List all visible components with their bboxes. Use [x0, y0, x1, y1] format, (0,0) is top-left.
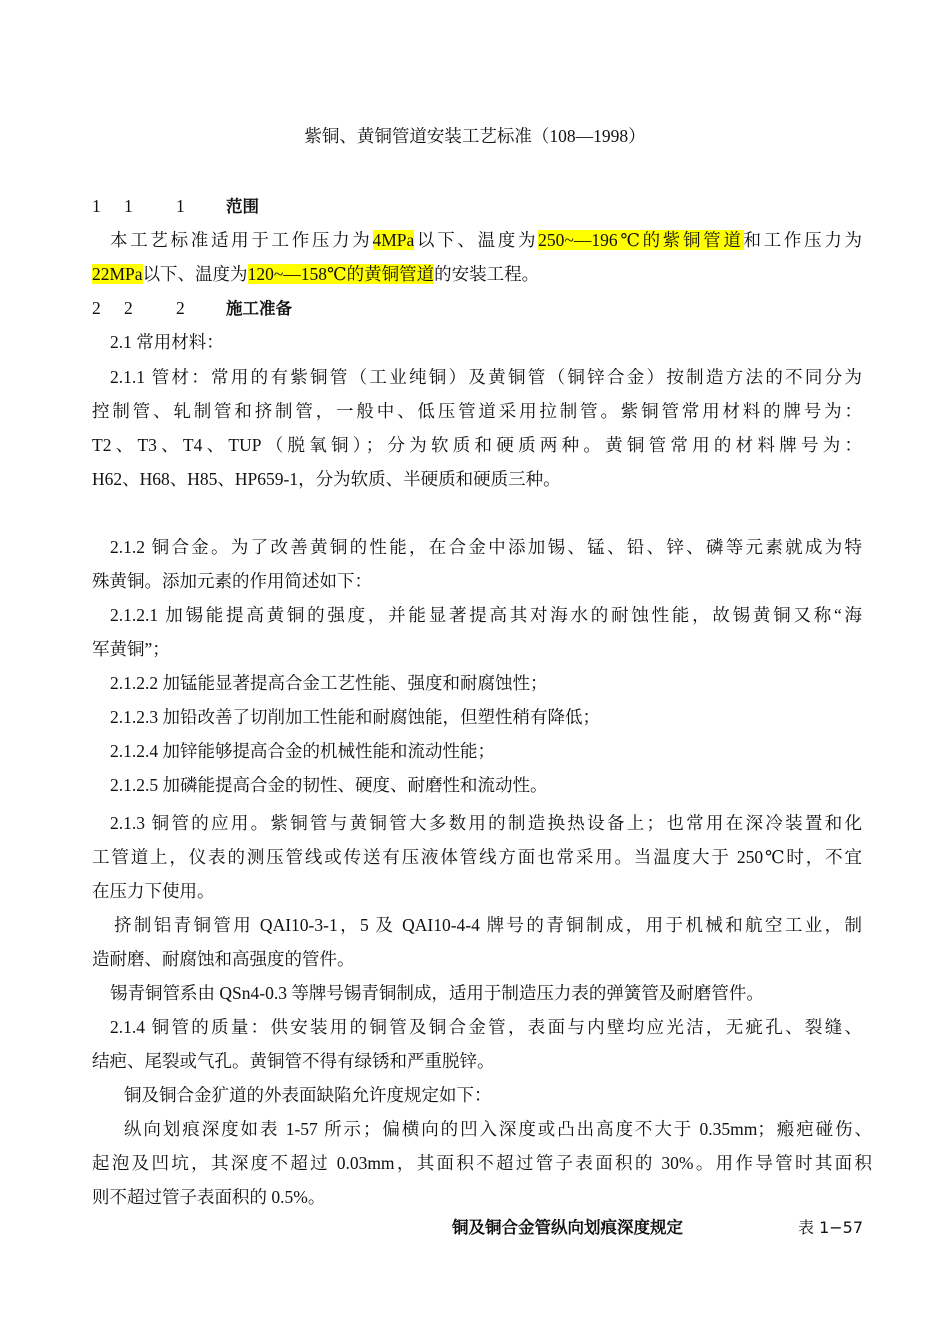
paragraph-depth-line: 纵向划痕深度如表 1-57 所示；偏横向的凹入深度或凸出高度不大于 0.35mm；瘢疤碰伤、	[124, 1119, 872, 1139]
paragraph-2-1-1-line: 控制管、轧制管和挤制管，一般中、低压管道采用拉制管。紫铜管常用材料的牌号为：	[92, 401, 862, 421]
paragraph-qai-line: 挤制铝青铜管用 QAI10-3-1，5 及 QAI10-4-4 牌号的青铜制成，用于机械和航空工业，制	[114, 915, 862, 935]
highlight: 120~—158℃的黄铜管道	[247, 264, 435, 284]
paragraph-2-1-2-1-line: 军黄铜”；	[92, 639, 170, 659]
section-1-heading	[92, 194, 862, 219]
paragraph-defect: 铜及铜合金犷道的外表面缺陷允许度规定如下：	[124, 1085, 492, 1105]
paragraph-qsn: 锡青铜管系由 QSn4-0.3 等牌号锡青铜制成，适用于制造压力表的弹簧管及耐磨管件。	[110, 983, 764, 1003]
paragraph-2-1-2-line: 2.1.2 铜合金。为了改善黄铜的性能，在合金中添加锡、锰、铅、锌、磷等元素就成为特	[110, 537, 862, 557]
section-number: 1	[92, 196, 101, 216]
highlight: 250~—196℃的紫铜管道	[538, 230, 744, 250]
section-title: 施工准备	[226, 299, 292, 318]
section-number: 2	[176, 298, 185, 318]
highlight: 4MPa	[372, 230, 415, 250]
paragraph-depth-line: 起泡及凹坑，其深度不超过 0.03mm，其面积不超过管子表面积的 30%。用作导管时其面积	[92, 1153, 872, 1173]
paragraph-2-1-3-line: 工管道上，仪表的测压管线或传送有压液体管线方面也常采用。当温度大于 250℃时，不宜	[92, 847, 862, 867]
paragraph-2-1-1-line: T2、T3、T4、TUP（脱氧铜）；分为软质和硬质两种。黄铜管常用的材料牌号为：	[92, 435, 862, 455]
subsection-2-1: 2.1 常用材料：	[110, 332, 224, 352]
paragraph-2-1-4-line: 2.1.4 铜管的质量：供安装用的铜管及铜合金管，表面与内壁均应光洁，无疵孔、裂缝、	[110, 1017, 862, 1037]
paragraph-2-1-2-4: 2.1.2.4 加锌能够提高合金的机械性能和流动性能；	[110, 741, 495, 761]
paragraph-2-1-4-line: 结疤、尾裂或气孔。黄铜管不得有绿锈和严重脱锌。	[92, 1051, 495, 1071]
section-number: 2	[124, 298, 133, 318]
document-title: 紫铜、黄铜管道安装工艺标准（108—1998）	[304, 126, 646, 146]
section-number: 1	[176, 196, 185, 216]
paragraph-2-1-2-3: 2.1.2.3 加铅改善了切削加工性能和耐腐蚀能，但塑性稍有降低；	[110, 707, 600, 727]
section-title: 范围	[226, 197, 259, 216]
paragraph-2-1-3-line: 在压力下使用。	[92, 881, 215, 901]
highlight: 22MPa	[92, 264, 143, 284]
paragraph-2-1-1-line: 2.1.1 管材：常用的有紫铜管（工业纯铜）及黄铜管（铜锌合金）按制造方法的不同分为	[110, 367, 862, 387]
paragraph-2-1-2-1-line: 2.1.2.1 加锡能提高黄铜的强度，并能显著提高其对海水的耐蚀性能，故锡黄铜又称“海	[110, 605, 862, 625]
paragraph-qai-line: 造耐磨、耐腐蚀和高强度的管件。	[92, 949, 355, 969]
paragraph-depth-line: 则不超过管子表面积的 0.5%。	[92, 1187, 326, 1207]
scope-paragraph-line-1: 本工艺标准适用于工作压力为4MPa以下、温度为250~—196℃的紫铜管道和工作压力为	[110, 230, 863, 250]
scope-paragraph-line-2: 22MPa以下、温度为120~—158℃的黄铜管道的安装工程。	[92, 264, 540, 284]
paragraph-2-1-1-line: H62、H68、H85、HP659-1，分为软质、半硬质和硬质三种。	[92, 469, 561, 489]
paragraph-2-1-2-2: 2.1.2.2 加锰能显著提高合金工艺性能、强度和耐腐蚀性；	[110, 673, 548, 693]
section-number: 1	[124, 196, 133, 216]
section-2-heading	[92, 296, 862, 321]
paragraph-2-1-3-line: 2.1.3 铜管的应用。紫铜管与黄铜管大多数用的制造换热设备上；也常用在深冷装置和化	[110, 813, 862, 833]
paragraph-2-1-2-5: 2.1.2.5 加磷能提高合金的韧性、硬度、耐磨性和流动性。	[110, 775, 548, 795]
table-number: 表 1−57	[798, 1218, 864, 1237]
table-caption: 铜及铜合金管纵向划痕深度规定	[452, 1218, 683, 1237]
paragraph-2-1-2-line: 殊黄铜。添加元素的作用简述如下：	[92, 571, 372, 591]
section-number: 2	[92, 298, 101, 318]
